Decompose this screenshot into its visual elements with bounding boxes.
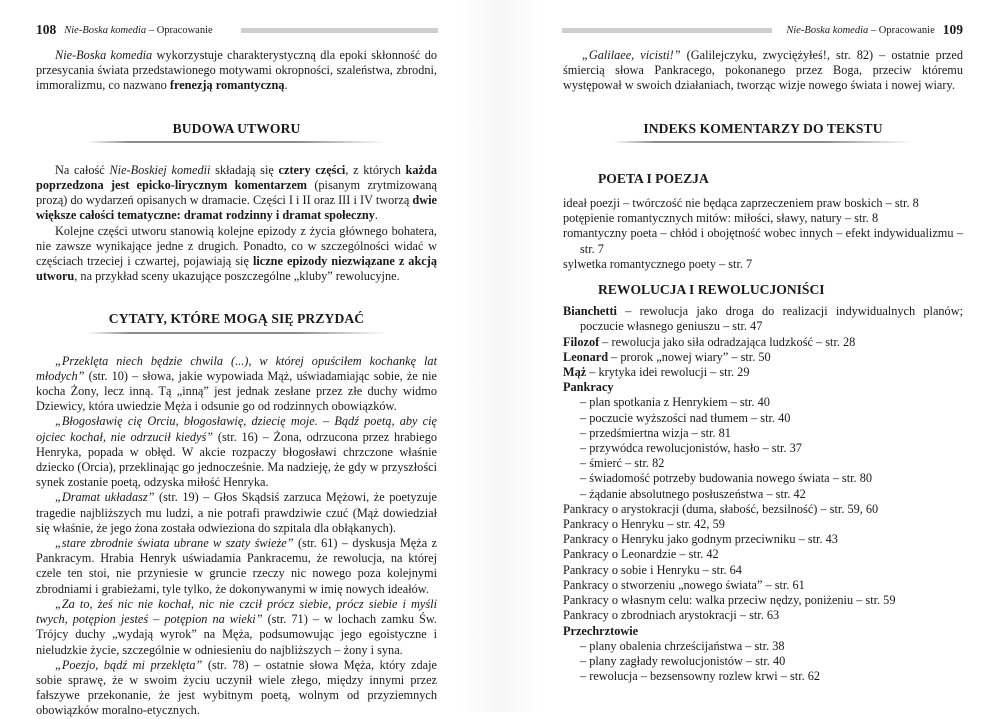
quote-paragraph: „Galilaee, vicisti!” (Galilejczyku, zwyciężyłeś!, str. 82) – ostatnie przed śmiercią słowa Pankracego, pokonanego przez Boga, przeciw któremu występował w swoich działaniach, tworząc wizje nowego świata i nowej wiary.: [563, 48, 963, 93]
index-subentry: – plany obalenia chrześcijaństwa – str. 38: [580, 638, 785, 653]
budowa-paragraph-2: Kolejne części utworu stanowią kolejne epizody z życia głównego bohatera, nie zawsze wynikające jedne z drugich. Ponadto, co w szczególności widać w częściach trzeciej i czwartej, pojawiają się liczne epizody niezwiązane z akcją utworu, na przykład sceny ukazujące poszczególne „kluby” rewolucyjne.: [36, 223, 437, 284]
index-entry: potępienie romantycznych mitów: miłości, sławy, natury – str. 8: [563, 211, 879, 226]
header-rule: [562, 28, 772, 33]
index-entry: Pankracy o sobie i Henryku – str. 64: [563, 562, 742, 577]
page-number: 109: [942, 22, 963, 37]
index-entry: Pankracy: [563, 380, 614, 395]
index-entry: romantyczny poeta – chłód i obojętność wobec innych – efekt indywidualizmu – str. 7: [563, 226, 963, 256]
index-entry: Pankracy o własnym celu: walka przeciw nędzy, poniżeniu – str. 59: [563, 593, 896, 608]
index-entry: Pankracy o zbrodniach arystokracji – str. 63: [563, 608, 780, 623]
section-heading-cytaty: CYTATY, KTÓRE MOGĄ SIĘ PRZYDAĆ: [108, 311, 365, 327]
index-subentry: – plany zagłady rewolucjonistów – str. 40: [580, 653, 786, 668]
running-title: Nie-Boska komedia – Opracowanie: [786, 24, 935, 36]
running-title: Nie-Boska komedia – Opracowanie: [64, 24, 213, 36]
header-rule: [241, 28, 438, 33]
index-subentry: – przywódca rewolucjonistów, hasło – str. 37: [580, 441, 802, 456]
index-subentry: – żądanie absolutnego posłuszeństwa – str. 42: [580, 486, 806, 501]
index-entry: sylwetka romantycznego poety – str. 7: [563, 256, 753, 271]
index-subentry: – poczucie wyższości nad tłumem – str. 40: [580, 410, 791, 425]
left-page: [0, 0, 500, 718]
index-subentry: – śmierć – str. 82: [580, 456, 665, 471]
index-subentry: – rewolucja – bezsensowny rozlew krwi – str. 62: [580, 669, 821, 684]
right-page: [500, 0, 1000, 712]
index-subentry: – plan spotkania z Henrykiem – str. 40: [580, 395, 770, 410]
quote-paragraph: „stare zbrodnie świata ubrane w szaty świeże” (str. 61) – dyskusja Męża z Pankracym. Hrabia Henryk uświadamia Pankracemu, że rewolucja, na której czele ten stoi, nie przyniesie w gruncie rzeczy nic nowego poza kolejnymi zbrodniami i grabieżami, tyle tylko, że dokonywanymi w imię nowych ideałów.: [36, 536, 437, 596]
index-entry: Pankracy o arystokracji (duma, słabość, bezsilność) – str. 59, 60: [563, 501, 879, 516]
index-entry: Pankracy o Henryku jako godnym przeciwniku – str. 43: [563, 532, 838, 547]
index-entry: Filozof – rewolucja jako siła odradzająca ludzkość – str. 28: [563, 334, 856, 349]
index-entry: Przechrztowie: [563, 623, 639, 638]
quote-paragraph: „Poezjo, bądź mi przeklęta” (str. 78) – ostatnie słowa Męża, który zdaje sobie sprawę, że w swoim życiu uczynił wiele złego, między innymi przez fałszywe przekonanie, że jest wybitnym poetą, wolnym od przyziemnych obowiązków moralno-etycznych.: [36, 657, 437, 718]
index-entry: ideał poezji – twórczość nie będąca zaprzeczeniem praw boskich – str. 8: [563, 196, 919, 211]
index-subentry: – przedśmiertna wizja – str. 81: [580, 425, 731, 440]
index-entry: Bianchetti – rewolucja jako droga do realizacji indywidualnych planów; poczucie własnego geniuszu – str. 47: [563, 304, 963, 334]
intro-paragraph: Nie-Boska komedia wykorzystuje charakterystyczną dla epoki skłonność do przesycania świata przedstawionego motywami okropności, szaleństwa, zbrodni, immoralizmu, co nazwano frenezją romantyczną.: [36, 48, 437, 93]
running-head: [562, 22, 963, 38]
right-page-body: [563, 48, 963, 684]
section-heading-budowa: BUDOWA UTWORU: [172, 120, 301, 136]
subheading-rewolucja: REWOLUCJA I REWOLUCJONIŚCI: [598, 282, 825, 298]
quote-paragraph: „Błogosławię cię Orciu, błogosławię, dziecię moje. – Bądź poetą, aby cię ojciec kochał, nie odrzucił kiedyś” (str. 16) – Żona, odrzucona przez hrabiego Henryka, popada w obłęd. W akcie rozpaczy błogosławi chrzczone właśnie dziecko (Orcia), przeklinając go jednocześnie. Ma nadzieję, że gdy w przyszłości synek zostanie poetą, odzyska miłość Henryka.: [36, 414, 437, 490]
index-subentry: – świadomość potrzeby budowania nowego świata – str. 80: [580, 471, 872, 486]
index-entry: Pankracy o Leonardzie – str. 42: [563, 547, 719, 562]
quote-paragraph: „Przeklęta niech będzie chwila (...), w której opuściłem kochankę lat młodych” (str. 10) – słowa, jakie wypowiada Mąż, uświadamiając sobie, że nie kocha Żony, lecz inną. Tą „inną” jest jednak zesłane przez złe duchy widmo Dziewicy, która uwiedzie Męża i odsunie go od rodzinnych obowiązków.: [36, 353, 437, 414]
section-heading-indeks: INDEKS KOMENTARZY DO TEKSTU: [643, 120, 883, 136]
budowa-paragraph-1: Na całość Nie-Boskiej komedii składają się cztery części, z których każda poprzedzona jest epicko-lirycznym komentarzem (pisanym zrytmizowaną prozą) do wydarzeń opisanych w dramacie. Części I i II oraz III i IV tworzą dwie większe całości tematyczne: dramat rodzinny i dramat społeczny.: [36, 162, 437, 223]
quote-paragraph: „Dramat układasz” (str. 19) – Głos Skądsiś zarzuca Mężowi, że poetyzuje tragedie najbliższych mu ludzi, a nie potrafi prawdziwie czuć (Mąż dowiedział się właśnie, że jego żona została odwieziona do szpitala dla obłąkanych).: [36, 490, 437, 535]
left-page-body: [36, 48, 437, 719]
index-entry: Pankracy o Henryku – str. 42, 59: [563, 517, 725, 532]
index-entry: Mąż – krytyka idei rewolucji – str. 29: [563, 365, 750, 380]
quote-paragraph: „Za to, żeś nic nie kochał, nic nie czcił prócz siebie, prócz siebie i myśli twych, potępion jesteś – potępion na wieki” (str. 71) – w lochach zamku Św. Trójcy duchy „wydają wyrok” na Męża, podsumowując jego egoistyczne i nieludzkie życie, szczególnie w odniesieniu do najbliższych – żony i syna.: [36, 596, 437, 657]
index-entry: Pankracy o stworzeniu „nowego świata” – str. 61: [563, 577, 805, 592]
subheading-poeta: POETA I POEZJA: [598, 170, 709, 186]
running-head: [36, 22, 438, 38]
index-entry: Leonard – prorok „nowej wiary” – str. 50: [563, 349, 771, 364]
page-number: 108: [36, 22, 57, 37]
